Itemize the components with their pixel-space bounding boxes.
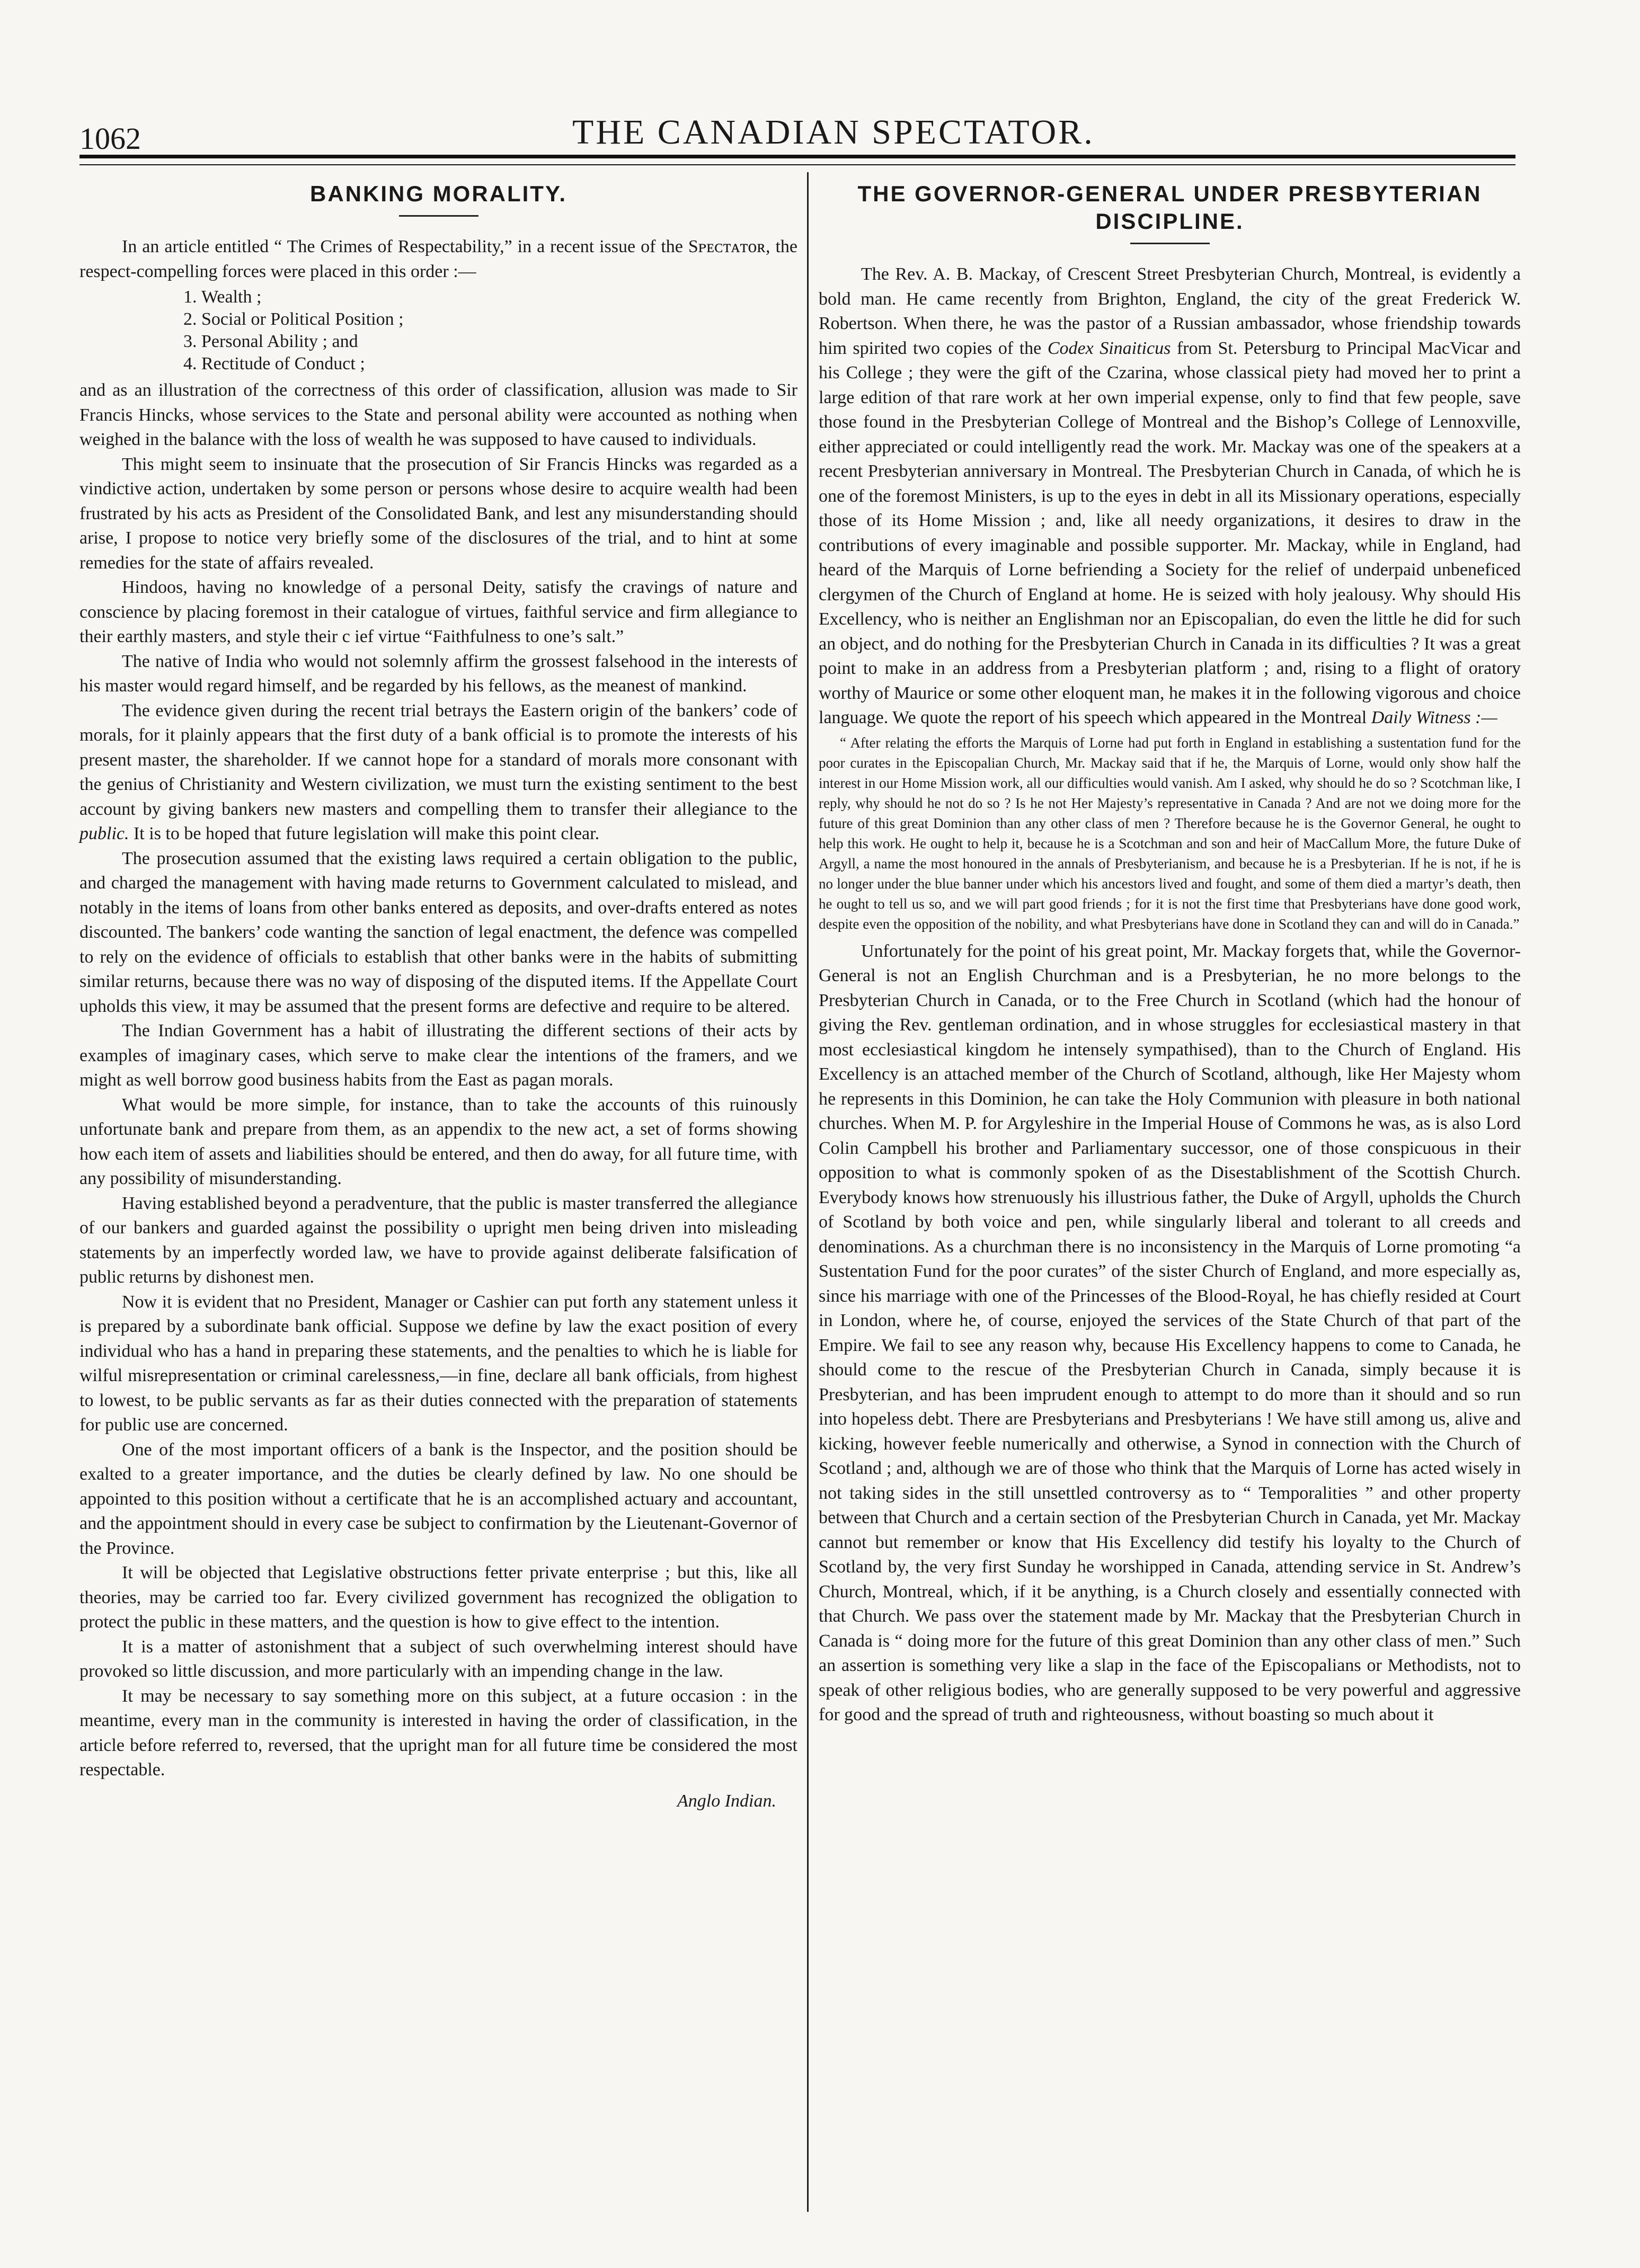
source-name: Daily Witness :— [1371, 708, 1497, 727]
list-item: 2. Social or Political Position ; [201, 308, 797, 331]
paragraph: The Indian Government has a habit of illustrating the different sections of their acts by examples of imaginary cases, which serve to make clear the intentions of the framers, and we might as well borrow good business habits from the East as pagan morals. [79, 1021, 797, 1090]
paragraph: The native of India who would not solemnly affirm the grossest falsehood in the interests of his master would regard himself, and be regarded by his fellows, as the meanest of mankind. [79, 651, 797, 696]
paragraph: Having established beyond a peradventure, that the public is master transferred the allegiance of our bankers and guarded against the possibility o upright men being driven into misleading statements by an imperfectly worded law, we have to provide against deliberate falsification of public returns by dishonest men. [79, 1193, 797, 1287]
right-column [819, 180, 1521, 1728]
paragraph: Hindoos, having no knowledge of a personal Deity, satisfy the cravings of nature and conscience by placing foremost in their catalogue of virtues, faithful service and firm allegiance to their earthly masters, and style their c ief virtue “Faithfulness to one’s salt.” [79, 577, 797, 646]
left-column [79, 180, 797, 1813]
header-rule [79, 155, 1515, 158]
paragraph-text: from St. Petersburg to Principal MacVicar and his College ; they were the gift of the Czarina, whose classical piety had moved her to print a large edition of that rare work at her own imperial expense, only to find that few people, save those found in the Presbyterian College of Montreal and the Bishop’s College of Lennoxville, either appreciated or could intelligently read the work. Mr. Mackay was one of the speakers at a recent Presbyterian anniversary in Montreal. The Presbyterian Church in Canada, of which he is one of the foremost Ministers, is up to the eyes in debt in all its Missionary operations, especially those of its Home Mission ; and, like all needy organizations, it desires to draw in the contributions of every imaginable and possible supporter. Mr. Mackay, while in England, had heard of the Marquis of Lorne befriending a Society for the relief of underpaid unbeneficed clergymen of the Church of England at home. He is seized with holy jealousy. Why should His Excellency, who is neither an Englishman nor an Episcopalian, do even the little he did for such an object, and do nothing for the Presbyterian Church in Canada in its difficulties ? It was a great point to make in an address from a Presbyterian platform ; and, rising to a flight of oratory worthy of Maurice or some other eloquent man, he makes it in the following vigorous and choice language. We quote the report of his speech which appeared in the Montreal [819, 338, 1521, 727]
italic-title: Codex Sinaiticus [1047, 338, 1171, 358]
forces-list [79, 286, 797, 375]
column-divider [807, 172, 809, 2212]
paragraph-text: The evidence given during the recent trial betrays the Eastern origin of the bankers’ code of morals, for it plainly appears that the first duty of a bank official is to promote the interests of his present master, the shareholder. If we cannot hope for a standard of morals more consonant with the genius of Christianity and Western civilization, we must turn the existing sentiment to the best account by giving bankers new masters and compelling them to transfer their allegiance to the [79, 700, 797, 819]
list-item: 4. Rectitude of Conduct ; [201, 353, 797, 375]
paragraph: The prosecution assumed that the existing laws required a certain obligation to the public, and charged the management with having made returns to Government calculated to mislead, and notably in the items of loans from other banks entered as deposits, and over-drafts entered as notes discounted. The bankers’ code wanting the sanction of legal enactment, the defence was compelled to rely on the evidence of officials to establish that other banks were in the habits of submitting similar returns, because there was no way of disposing of the disputed items. If the Appellate Court upholds this view, it may be assumed that the present forms are defective and require to be altered. [79, 848, 797, 1016]
paragraph: It may be necessary to say something more on this subject, at a future occasion : in the meantime, every man in the community is interested in having the order of classification, in the article before referred to, reversed, that the upright man for all future time be considered the most respectable. [79, 1686, 797, 1780]
paragraph: Unfortunately for the point of his great point, Mr. Mackay forgets that, while the Governor-General is not an English Churchman and is a Presbyterian, he no more belongs to the Presbyterian Church in Canada, or to the Free Church in Scotland (which had the honour of giving the Rev. gentleman ordination, and in whose struggles for ecclesiastical mastery in that most ecclesiastical kingdom he intensely sympathised), than to the Church of England. His Excellency is an attached member of the Church of Scotland, although, like Her Majesty whom he represents in this Dominion, he can take the Holy Communion with pleasure in both national churches. When M. P. for Argyleshire in the Imperial House of Commons he was, as is also Lord Colin Campbell his brother and Parliamentary successor, one of those conspicuous in their opposition to what is commonly spoken of as the Disestablishment of the Scottish Church. Everybody knows how strenuously his illustrious father, the Duke of Argyll, upholds the Church of Scotland by both voice and pen, while singularly liberal and tolerant to all creeds and denominations. As a churchman there is no inconsistency in the Marquis of Lorne promoting “a Sustentation Fund for the poor curates” of the sister Church of England, and more especially as, since his marriage with one of the Princesses of the Blood-Royal, he has chiefly resided at Court in London, where he, of course, enjoyed the services of the State Church of that part of the Empire. We fail to see any reason why, because His Excellency happens to come to Canada, he should come to the rescue of the Presbyterian Church in Canada, simply because it is Presbyterian, and has been imprudent enough to attempt to do more than it should and so run into hopeless debt. There are Presbyterians and Presbyterians ! We have still among us, alive and kicking, however feeble numerically and otherwise, a Synod in connection with the Church of Scotland ; and, although we are of those who think that the Marquis of Lorne has acted wisely in not taking sides in the still unsettled controversy as to “ Temporalities ” and other property between that Church and a certain section of the Presbyterian Church in Canada, yet Mr. Mackay cannot but remember or know that His Excellency did testify his loyalty to the Church of Scotland by, the very first Sunday he worshipped in Canada, attending service in St. Andrew’s Church, Montreal, which, if it be anything, is a Church closely and essentially connected with that Church. We pass over the statement made by Mr. Mackay that the Presbyterian Church in Canada is “ doing more for the future of this great Dominion than any other class of men.” Such an assertion is something very like a slap in the face of the Episcopalians or Methodists, not to speak of other religious bodies, who are generally supposed to be very powerful and aggressive for good and the spread of truth and righteousness, without boasting so much about it [819, 941, 1521, 1724]
list-item: 1. Wealth ; [201, 286, 797, 308]
running-title: THE CANADIAN SPECTATOR. [572, 113, 1095, 152]
list-item: 3. Personal Ability ; and [201, 331, 797, 353]
article-title-banking: BANKING MORALITY. [310, 181, 567, 206]
paragraph-text: The Rev. A. B. Mackay, of Crescent Street Presbyterian Church, Montreal, is evidently a bold man. He came recently from Brighton, England, the city of the great Frederick W. Robertson. When there, he was the pastor of a Russian ambassador, whose friendship towards him spirited two copies of the [819, 264, 1521, 358]
paragraph: One of the most important officers of a bank is the Inspector, and the position should be exalted to a greater importance, and the duties be clearly defined by law. No one should be appointed to this position without a certificate that he is an accomplished actuary and accountant, and the appointment should in every case be subject to confirmation by the Lieutenant-Governor of the Province. [79, 1439, 797, 1558]
paragraph: and as an illustration of the correctness of this order of classification, allusion was made to Sir Francis Hincks, whose services to the State and personal ability were accounted as nothing when weighed in the balance with the loss of wealth he was supposed to have caused to individuals. [79, 380, 797, 449]
paragraph [819, 262, 1521, 731]
header-rule-thin [79, 164, 1515, 165]
page-number: 1062 [79, 121, 141, 156]
paragraph-intro: In an article entitled “ The Crimes of Respectability,” in a recent issue of the Sᴘᴇᴄᴛᴀᴛᴏʀ, the respect-compelling forces were placed in this order :— [79, 237, 797, 281]
title-rule [399, 215, 478, 217]
paragraph [79, 699, 797, 847]
paragraph: It will be objected that Legislative obstructions fetter private enterprise ; but this, like all theories, may be carried too far. Every civilized government has recognized the obligation to protect the public in these matters, and the question is how to give effect to the intention. [79, 1563, 797, 1632]
italic-word: public. [79, 824, 129, 843]
paragraph: Now it is evident that no President, Manager or Cashier can put forth any statement unless it is prepared by a subordinate bank official. Suppose we define by law the exact position of every individual who has a hand in preparing these statements, and the penalties to which he is liable for wilful misrepresentation or criminal carelessness,—in fine, declare all bank officials, from highest to lowest, to be public servants as far as their duties connected with the preparation of statements for public use are concerned. [79, 1292, 797, 1435]
quoted-speech [819, 733, 1521, 934]
article-title-governor: THE GOVERNOR-GENERAL UNDER PRESBYTERIAN DISCIPLINE. [857, 181, 1482, 234]
paragraph-text: It is to be hoped that future legislation will make this point clear. [129, 824, 600, 843]
paragraph: It is a matter of astonishment that a subject of such overwhelming interest should have provoked so little discussion, and more particularly with an impending change in the law. [79, 1636, 797, 1681]
paragraph: This might seem to insinuate that the prosecution of Sir Francis Hincks was regarded as a vindictive action, undertaken by some person or persons whose desire to acquire wealth had been frustrated by his acts as President of the Consolidated Bank, and lest any misunderstanding should arise, I propose to notice very briefly some of the disclosures of the trial, and to hint at some remedies for the state of affairs revealed. [79, 454, 797, 573]
title-rule [1130, 243, 1210, 244]
signature: Anglo Indian. [677, 1791, 776, 1811]
paragraph: What would be more simple, for instance, than to take the accounts of this ruinously unfortunate bank and prepare from them, as an appendix to the new act, a set of forms showing how each item of assets and liabilities should be entered, and then do away, for all future time, with any possibility of misunderstanding. [79, 1095, 797, 1188]
quote-text: “ After relating the efforts the Marquis of Lorne had put forth in England in establishing a sustentation fund for the poor curates in the Episcopalian Church, Mr. Mackay said that if he, the Marquis of Lorne, would only show half the interest in our Home Mission work, all our difficulties would vanish. Am I asked, why should he do so ? Scotchman like, I reply, why should he not do so ? Is he not Her Majesty’s representative in Canada ? And are not we doing more for the future of this great Dominion than any other class of men ? Therefore because he is the Governor General, he ought to help this work. He ought to help it, because he is a Scotchman and son and heir of MacCallum More, the future Duke of Argyll, a name the most honoured in the annals of Presbyterianism, and because he is a Presbyterian. If he is not, if he is no longer under the blue banner under which his ancestors lived and fought, and some of them died a martyr’s death, then he ought to tell us so, and we will part good friends ; for it is not the first time that Presbyterians have done good work, despite even the opposition of the nobility, and what Presbyterians have done in Scotland they can and will do in Canada.” [819, 734, 1521, 932]
